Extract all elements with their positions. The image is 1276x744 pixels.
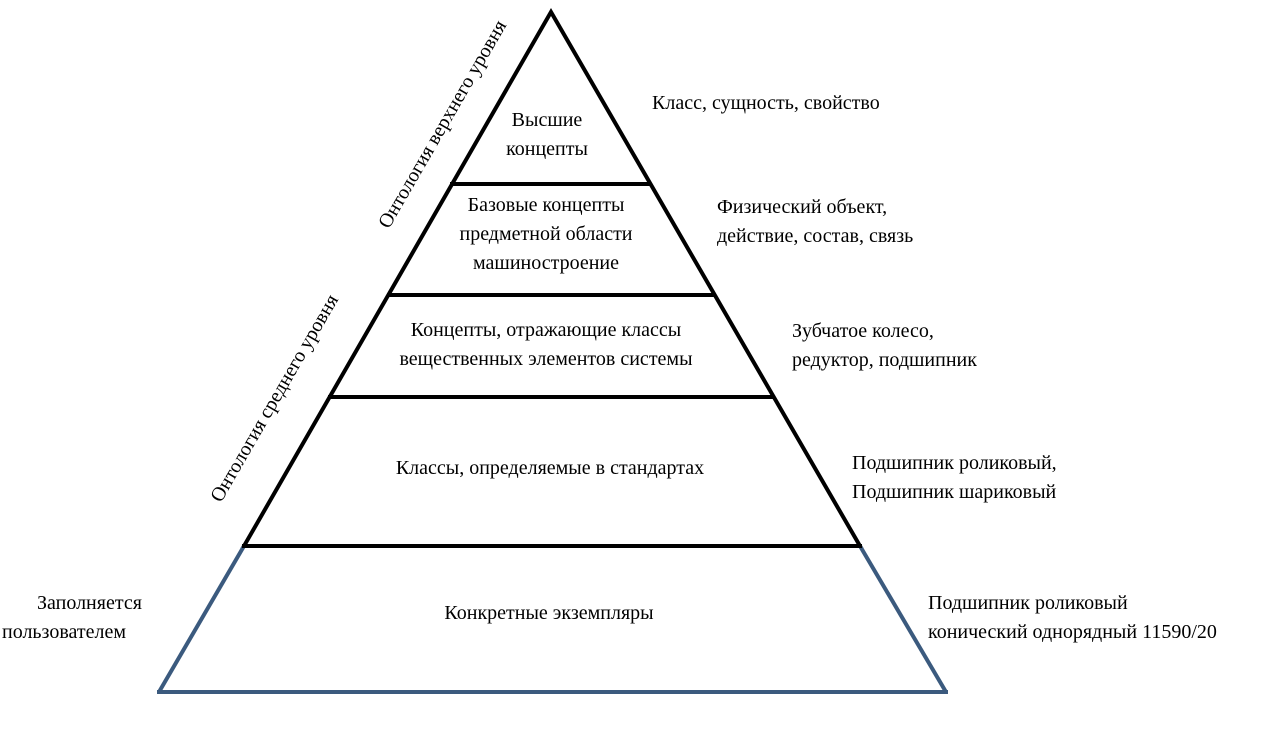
user-filled-label [2,589,142,647]
user-filled-line-2: пользователем [2,621,126,643]
example-3-line-2: редуктор, подшипник [792,349,977,371]
example-2-line-2: действие, состав, связь [717,225,914,247]
level-1-line-2: концепты [506,138,588,160]
level-4-line-1: Классы, определяемые в стандартах [395,457,705,479]
level-2-line-2: предметной области [459,223,633,245]
level-2-line-3: машиностроение [473,252,619,274]
level-material-concepts [399,316,692,374]
upper-ontology-label: Онтология верхнего уровня [373,16,512,233]
middle-ontology-label: Онтология среднего уровня [206,290,344,506]
level-concrete-instances [444,599,653,628]
bottom-left-edge [159,546,244,692]
level-standard-classes [396,454,704,483]
level-3-line-2: вещественных элементов системы [399,348,693,370]
example-concrete [928,589,1217,647]
example-5-line-2: конический однорядный 11590/20 [928,621,1217,643]
level-3-line-1: Концепты, отражающие классы [410,319,682,341]
user-filled-line-1: Заполняется [37,592,142,614]
example-3-line-1: Зубчатое колесо, [792,320,934,342]
example-2-line-1: Физический объект, [717,196,888,218]
example-base [717,193,913,251]
level-base-concepts [459,191,632,278]
example-5-line-1: Подшипник роликовый [928,592,1128,614]
level-5-line-1: Конкретные экземпляры [444,602,654,624]
example-top [652,89,880,118]
example-standard [852,449,1057,507]
level-1-line-1: Высшие [511,109,583,131]
example-4-line-2: Подшипник шариковый [852,481,1057,503]
example-1-line-1: Класс, сущность, свойство [652,92,880,114]
level-top-concepts [506,106,588,164]
example-4-line-1: Подшипник роликовый, [852,452,1057,474]
example-material [792,317,977,375]
level-2-line-1: Базовые концепты [467,194,625,216]
